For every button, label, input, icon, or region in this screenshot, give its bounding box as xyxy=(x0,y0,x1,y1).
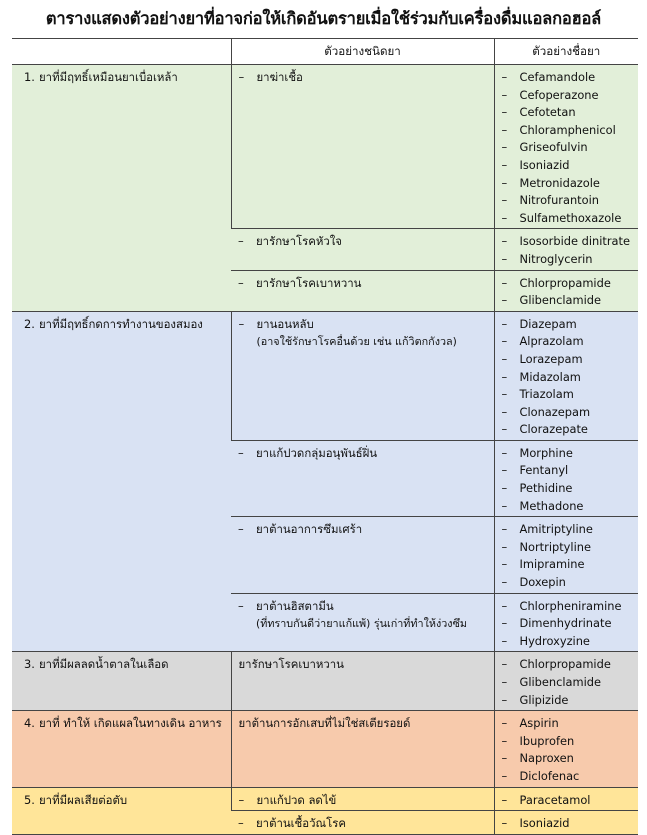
dash-bullet: – xyxy=(501,539,508,554)
drug-name: Isoniazid xyxy=(519,816,570,831)
list-item xyxy=(502,556,633,574)
dash-bullet: – xyxy=(501,616,508,631)
dash-bullet: – xyxy=(238,792,245,807)
drug-name-cell xyxy=(494,65,638,229)
drug-name: Glibenclamide xyxy=(519,293,602,308)
category-cell xyxy=(12,652,231,711)
dash-bullet: – xyxy=(501,105,508,120)
category-label: ยาที่ ทำให้ เกิดแผลในทางเดิน อาหาร xyxy=(39,716,222,731)
drug-name: Glipizide xyxy=(519,692,569,707)
dash-bullet: – xyxy=(501,675,508,689)
dash-bullet: – xyxy=(501,387,508,402)
dash-bullet: – xyxy=(238,598,244,613)
drug-name-cell xyxy=(494,652,638,711)
dash-bullet: – xyxy=(501,498,508,513)
table-row xyxy=(12,787,638,811)
dash-bullet: – xyxy=(501,633,508,648)
drug-name: Doxepin xyxy=(519,575,566,590)
list-item xyxy=(502,369,633,387)
page-title: ตารางแสดงตัวอย่างยาที่อาจก่อให้เกิดอันตรายเมื่อใช้ร่วมกับเครื่องดื่มแอลกอฮอล์ xyxy=(45,9,602,28)
list-item xyxy=(502,333,633,351)
drug-type-label: ยารักษาโรคเบาหวาน xyxy=(238,657,344,672)
drug-name: Ibuprofen xyxy=(519,733,575,748)
drug-name: Clorazepate xyxy=(519,422,588,437)
list-item xyxy=(502,157,633,175)
list-item xyxy=(502,792,633,810)
drug-type-cell xyxy=(231,517,494,593)
header-drug-name: ตัวอย่างชื่อยา xyxy=(494,39,638,65)
category-number: 5. xyxy=(24,792,35,807)
table-row xyxy=(12,65,638,229)
drug-name: Triazolam xyxy=(519,387,574,402)
drug-type-cell xyxy=(231,65,494,229)
drug-type-cell xyxy=(231,593,494,652)
drug-type-cell xyxy=(231,311,494,440)
list-item xyxy=(502,275,633,293)
dash-bullet: – xyxy=(501,70,508,84)
dash-bullet: – xyxy=(501,210,508,225)
drug-name: Cefamandole xyxy=(519,70,596,84)
drug-name: Amitriptyline xyxy=(519,522,593,537)
drug-type-cell xyxy=(231,787,494,811)
list-item xyxy=(502,674,633,692)
dash-bullet: – xyxy=(501,657,508,672)
list-item xyxy=(502,633,633,651)
drug-name: Hydroxyzine xyxy=(519,633,590,648)
list-item xyxy=(502,316,633,334)
header-category xyxy=(12,39,231,65)
table-body xyxy=(12,65,638,835)
list-item xyxy=(502,539,633,557)
drug-type-label: ยารักษาโรคเบาหวาน xyxy=(256,275,362,290)
drug-type-label: ยารักษาโรคหัวใจ xyxy=(256,234,342,249)
category-label: ยาที่มีผลลดน้ำตาลในเลือด xyxy=(39,657,169,672)
dash-bullet: – xyxy=(501,816,508,831)
drug-name: Chloramphenicol xyxy=(519,122,616,137)
drug-name-cell xyxy=(494,811,638,835)
category-cell xyxy=(12,65,231,312)
list-item xyxy=(502,233,633,251)
drug-type-cell xyxy=(231,440,494,516)
dash-bullet: – xyxy=(501,792,508,807)
drug-name: Griseofulvin xyxy=(519,140,588,155)
drug-name: Fentanyl xyxy=(519,463,569,478)
dash-bullet: – xyxy=(501,575,508,590)
dash-bullet: – xyxy=(501,463,508,478)
dash-bullet: – xyxy=(501,275,508,290)
drug-name: Midazolam xyxy=(519,369,581,384)
drug-name: Cefotetan xyxy=(519,105,576,120)
drug-name: Glibenclamide xyxy=(519,675,602,689)
table-row xyxy=(12,711,638,787)
list-item xyxy=(502,386,633,404)
list-item xyxy=(502,715,633,733)
category-label: ยาที่มีฤทธิ์เหมือนยาเบื่อเหล้า xyxy=(39,70,178,84)
drug-type-cell xyxy=(231,270,494,311)
drug-type-label: ยาแก้ปวดกลุ่มอนุพันธ์ฝิ่น xyxy=(256,445,378,460)
category-number: 3. xyxy=(24,657,35,672)
list-item xyxy=(502,574,633,592)
drug-name: Imipramine xyxy=(519,557,585,572)
list-item xyxy=(502,462,633,480)
dash-bullet: – xyxy=(501,557,508,572)
dash-bullet: – xyxy=(501,234,508,249)
dash-bullet: – xyxy=(501,481,508,496)
drug-name-cell xyxy=(494,787,638,811)
drug-type-cell xyxy=(231,711,494,787)
list-item xyxy=(502,598,633,616)
drug-name: Clonazepam xyxy=(519,404,591,419)
drug-type-label: ยาแก้ปวด ลดไข้ xyxy=(256,792,337,807)
drug-name: Isosorbide dinitrate xyxy=(519,234,630,249)
dash-bullet: – xyxy=(501,768,508,783)
list-item xyxy=(502,192,633,210)
drug-name: Naproxen xyxy=(519,751,574,766)
drug-name: Lorazepam xyxy=(519,351,583,366)
drug-name: Metronidazole xyxy=(519,175,600,190)
category-cell xyxy=(12,711,231,787)
category-cell xyxy=(12,787,231,834)
list-item xyxy=(502,175,633,193)
dash-bullet: – xyxy=(501,351,508,366)
drug-name: Dimenhydrinate xyxy=(519,616,612,631)
drug-name-cell xyxy=(494,270,638,311)
dash-bullet: – xyxy=(501,157,508,172)
list-item xyxy=(502,445,633,463)
category-number: 2. xyxy=(24,316,35,331)
drug-name: Diclofenac xyxy=(519,768,580,783)
dash-bullet: – xyxy=(501,733,508,748)
list-item xyxy=(502,480,633,498)
table-header-row xyxy=(12,39,638,65)
drug-type-label: ยาฆ่าเชื้อ xyxy=(256,70,303,84)
list-item xyxy=(502,104,633,122)
dash-bullet: – xyxy=(238,445,244,460)
drug-name: Sulfamethoxazole xyxy=(519,210,622,225)
category-label: ยาที่มีผลเสียต่อตับ xyxy=(39,792,128,807)
list-item xyxy=(502,733,633,751)
dash-bullet: – xyxy=(501,122,508,137)
list-item xyxy=(502,521,633,539)
list-item xyxy=(502,210,633,228)
dash-bullet: – xyxy=(238,316,245,331)
dash-bullet: – xyxy=(501,404,508,419)
list-item xyxy=(502,692,633,710)
drug-name-cell xyxy=(494,517,638,593)
category-number: 4. xyxy=(24,716,35,731)
dash-bullet: – xyxy=(501,522,508,537)
dash-bullet: – xyxy=(238,70,245,84)
dash-bullet: – xyxy=(501,316,508,331)
dash-bullet: – xyxy=(501,716,508,731)
drug-name: Morphine xyxy=(519,445,573,460)
list-item xyxy=(502,87,633,105)
drug-name-cell xyxy=(494,440,638,516)
drug-name: Methadone xyxy=(519,498,584,513)
dash-bullet: – xyxy=(238,234,244,249)
list-item xyxy=(502,768,633,786)
list-item xyxy=(502,69,633,87)
drug-type-note: (ที่ทราบกันดีว่ายาแก้แพ้) รุ่นเก่าที่ทำให้ง่วงซึม xyxy=(256,617,468,631)
dash-bullet: – xyxy=(501,692,508,707)
dash-bullet: – xyxy=(238,816,244,831)
list-item xyxy=(502,351,633,369)
drug-name: Diazepam xyxy=(519,316,577,331)
drug-type-cell xyxy=(231,811,494,835)
drug-name: Aspirin xyxy=(519,716,559,731)
drug-type-label: ยาต้านเชื้อวัณโรค xyxy=(256,816,346,831)
list-item xyxy=(502,656,633,674)
dash-bullet: – xyxy=(238,275,244,290)
drug-name-cell xyxy=(494,593,638,652)
drug-name: Isoniazid xyxy=(519,157,570,172)
dash-bullet: – xyxy=(501,751,508,766)
list-item xyxy=(502,122,633,140)
drug-name: Pethidine xyxy=(519,481,573,496)
list-item xyxy=(502,815,633,833)
drug-name: Nortriptyline xyxy=(519,539,591,554)
category-label: ยาที่มีฤทธิ์กดการทำงานของสมอง xyxy=(39,316,203,331)
dash-bullet: – xyxy=(238,522,244,537)
dash-bullet: – xyxy=(501,369,508,384)
drug-name-cell xyxy=(494,229,638,270)
drug-name: Nitrofurantoin xyxy=(519,193,599,208)
drug-interaction-table xyxy=(12,38,638,835)
list-item xyxy=(502,251,633,269)
drug-name: Nitroglycerin xyxy=(519,251,593,266)
drug-type-label: ยานอนหลับ xyxy=(256,316,314,331)
table-row xyxy=(12,311,638,440)
dash-bullet: – xyxy=(501,140,508,155)
drug-type-label: ยาต้านการอักเสบที่ไม่ใช่สเตียรอยด์ xyxy=(238,716,411,731)
dash-bullet: – xyxy=(501,293,508,308)
table-row xyxy=(12,652,638,711)
drug-type-note: (อาจใช้รักษาโรคอื่นด้วย เช่น แก้วิตกกังวล) xyxy=(256,335,457,349)
list-item xyxy=(502,615,633,633)
drug-name-cell xyxy=(494,711,638,787)
drug-name: Alprazolam xyxy=(519,334,584,349)
list-item xyxy=(502,421,633,439)
drug-name-cell xyxy=(494,311,638,440)
list-item xyxy=(502,404,633,422)
drug-type-label: ยาต้านฮิสตามีน xyxy=(256,598,334,613)
drug-name: Paracetamol xyxy=(519,792,591,807)
list-item xyxy=(502,498,633,516)
dash-bullet: – xyxy=(501,251,508,266)
category-number: 1. xyxy=(24,70,35,84)
list-item xyxy=(502,750,633,768)
dash-bullet: – xyxy=(501,193,508,208)
dash-bullet: – xyxy=(501,445,508,460)
dash-bullet: – xyxy=(501,175,508,190)
drug-name: Cefoperazone xyxy=(519,87,599,102)
category-cell xyxy=(12,311,231,652)
header-drug-type: ตัวอย่างชนิดยา xyxy=(231,39,494,65)
dash-bullet: – xyxy=(501,87,508,102)
drug-type-label: ยาต้านอาการซึมเศร้า xyxy=(256,522,363,537)
drug-name: Chlorpropamide xyxy=(519,657,611,672)
dash-bullet: – xyxy=(501,598,508,613)
drug-name: Chlorpheniramine xyxy=(519,598,622,613)
dash-bullet: – xyxy=(501,334,508,349)
drug-type-cell xyxy=(231,229,494,270)
dash-bullet: – xyxy=(501,422,508,437)
list-item xyxy=(502,139,633,157)
drug-type-cell xyxy=(231,652,494,711)
list-item xyxy=(502,292,633,310)
drug-name: Chlorpropamide xyxy=(519,275,611,290)
